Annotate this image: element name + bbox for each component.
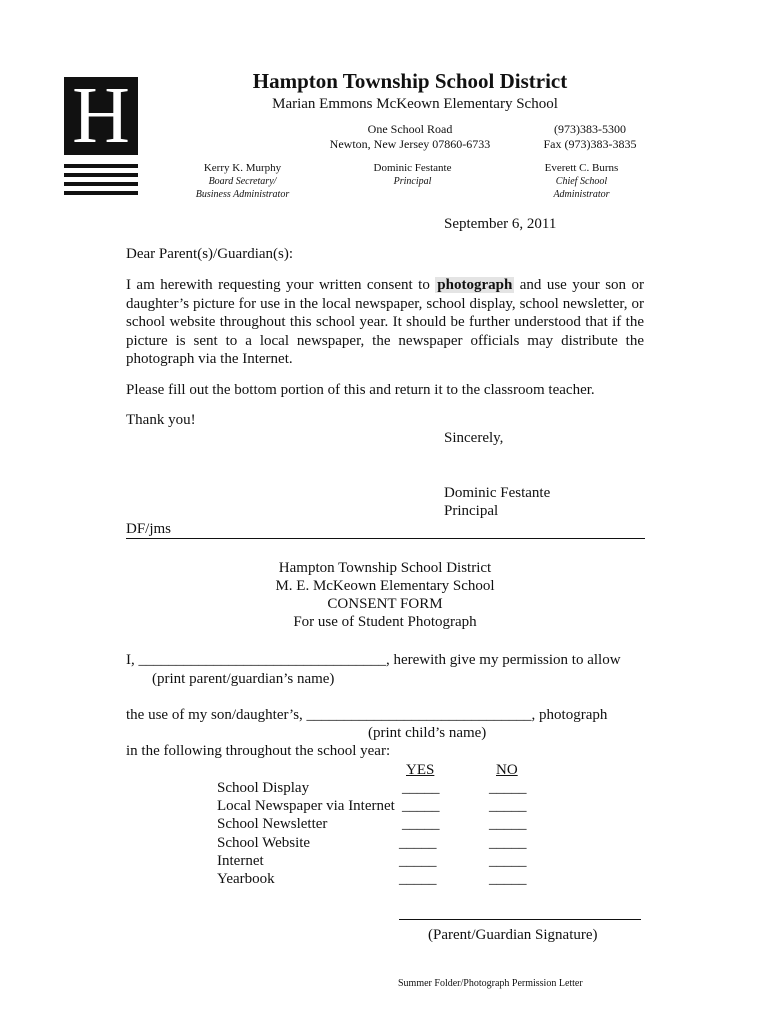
request-paragraph [126, 276, 644, 369]
option-label: School Display [217, 780, 310, 796]
form-heading-line: For use of Student Photograph [293, 614, 477, 630]
form-heading-line: Hampton Township School District [278, 560, 492, 576]
no-blank[interactable]: _____ [489, 834, 527, 851]
yes-blank[interactable]: _____ [399, 834, 437, 851]
initials: DF/jms [126, 521, 172, 537]
staff-name: Dominic Festante [373, 162, 452, 174]
option-row [217, 852, 537, 870]
no-blank[interactable]: _____ [489, 870, 527, 887]
school-contact [515, 122, 665, 152]
option-label: School Newsletter [217, 816, 328, 833]
signature-line[interactable] [399, 919, 641, 920]
logo-stripe [64, 182, 138, 186]
option-label: Yearbook [217, 870, 275, 887]
school-address [310, 122, 510, 152]
phone-number: (973)383-5300 [554, 122, 626, 136]
option-row [217, 779, 537, 797]
school-name: Marian Emmons McKeown Elementary School [272, 96, 558, 112]
staff-block [509, 162, 654, 201]
form-heading-line: M. E. McKeown Elementary School [275, 578, 495, 594]
no-column-header: NO [496, 762, 518, 778]
logo-stripe [64, 191, 138, 195]
thanks-line: Thank you! [126, 412, 196, 428]
staff-title: Administrator [553, 189, 610, 200]
highlighted-word: photograph [437, 277, 513, 293]
child-name-caption: (print child’s name) [368, 725, 487, 741]
no-blank[interactable]: _____ [489, 798, 527, 815]
address-line-1: One School Road [367, 122, 453, 136]
staff-title: Chief School [555, 176, 608, 187]
address-line-2: Newton, New Jersey 07860-6733 [329, 137, 491, 151]
staff-block [170, 162, 315, 201]
guardian-name-line[interactable]: I, _________________________________, herewith give my permission to allow [126, 652, 621, 668]
yes-blank[interactable]: _____ [399, 852, 437, 869]
option-row [217, 815, 537, 833]
option-label: Internet [217, 852, 264, 869]
option-label: School Website [217, 834, 311, 851]
yes-column-header: YES [406, 762, 435, 778]
signer-name: Dominic Festante [444, 485, 551, 501]
fax-number: Fax (973)383-3835 [543, 137, 637, 151]
signature-caption: (Parent/Guardian Signature) [428, 927, 598, 943]
paragraph-text: I am herewith requesting your written consent to [126, 277, 436, 293]
staff-title: Board Secretary/ [208, 176, 277, 187]
guardian-name-caption: (print parent/guardian’s name) [152, 671, 335, 687]
logo-stripe [64, 173, 138, 177]
district-name: Hampton Township School District [252, 69, 568, 93]
form-heading-line: CONSENT FORM [327, 596, 443, 612]
option-row [217, 834, 537, 852]
instruction-paragraph: Please fill out the bottom portion of this and return it to the classroom teacher. [126, 382, 595, 398]
no-blank[interactable]: _____ [489, 852, 527, 869]
footer-note: Summer Folder/Photograph Permission Letter [398, 978, 583, 989]
usage-intro: in the following throughout the school year: [126, 743, 391, 759]
salutation: Dear Parent(s)/Guardian(s): [126, 246, 294, 262]
logo-letter: H [72, 72, 130, 160]
staff-title: Business Administrator [195, 189, 290, 200]
yes-blank[interactable]: _____ [402, 816, 440, 833]
paragraph-text: and use your son or daughter’s picture for use in the local newspaper, school display, school newsletter, or school website throughout this school year. It should be further understood that if the picture is sent to a local newspaper, the newspaper officials may distribute the photograph via the Internet. [126, 277, 644, 367]
divider-line [126, 538, 645, 539]
form-heading [200, 559, 570, 631]
options-list [217, 779, 537, 888]
no-blank[interactable]: _____ [489, 816, 527, 833]
signer-title: Principal [444, 503, 499, 519]
staff-title: Principal [393, 176, 432, 187]
yes-blank[interactable]: _____ [402, 798, 440, 815]
option-row [217, 797, 537, 815]
option-row [217, 870, 537, 888]
staff-name: Everett C. Burns [544, 162, 619, 174]
letter-date: September 6, 2011 [444, 216, 557, 232]
child-name-line[interactable]: the use of my son/daughter’s, ______________________________, photograph [126, 707, 608, 723]
no-blank[interactable]: _____ [489, 780, 527, 796]
yes-blank[interactable]: _____ [399, 870, 437, 887]
staff-name: Kerry K. Murphy [203, 162, 282, 174]
closing: Sincerely, [444, 430, 504, 446]
yes-blank[interactable]: _____ [402, 780, 440, 796]
logo-stripe [64, 164, 138, 168]
staff-block [340, 162, 485, 188]
option-label: Local Newspaper via Internet [217, 798, 395, 815]
